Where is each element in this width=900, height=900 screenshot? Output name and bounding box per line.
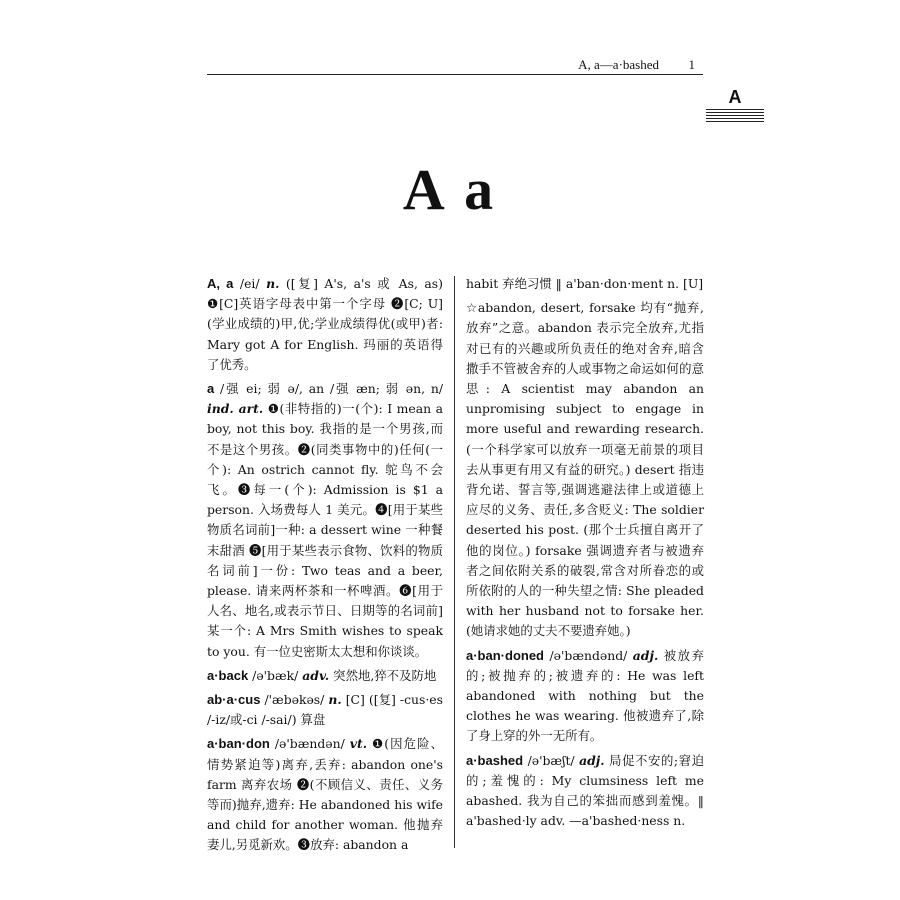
header-guide-words: A, a—a·bashed bbox=[578, 57, 659, 72]
headword: a·ban·doned bbox=[466, 647, 544, 663]
pronunciation: /强 ei; 弱 ə/, an /强 æn; 弱 ən, n/ bbox=[214, 381, 443, 397]
definition: [C] ([复] -cus·es /-iz/或-ci /-sai/) 算盘 bbox=[207, 692, 443, 728]
headword: a bbox=[207, 381, 215, 397]
pronunciation: /ə'bændən/ bbox=[269, 736, 350, 752]
right-column bbox=[466, 274, 704, 835]
dictionary-entry bbox=[466, 646, 704, 747]
dictionary-entry bbox=[207, 379, 443, 662]
thumb-tab-lines bbox=[706, 109, 764, 122]
part-of-speech: n. bbox=[266, 276, 280, 291]
synonym-note: ☆abandon, desert, forsake 均有“抛弃,放弃”之意。abandon 表示完全放弃,尤指对已有的兴趣或所负责任的绝对舍弃,暗含撒手不管被舍弃的人或事物之命运如何的意思: A scientist may abandon an unpromising subject to engage in more useful and rewarding research. (一个科学家可以放弃一项毫无前景的项目去从事更有用又有益的研究。) desert 指违背允诺、誓言等,强调逃避法律上或道德上应尽的义务、责任,多含贬义: The soldier deserted his post. (那个士兵擅自离开了他的岗位。) forsake 强调遗弃者与被遗弃者之间依附关系的破裂,常含对所眷恋的或所依附的人的一种失望之情: She pleaded with her husband not to forsake her. (她请求她的丈夫不要遗弃她。) bbox=[466, 300, 704, 639]
pronunciation: /'æbəkəs/ bbox=[260, 692, 329, 708]
part-of-speech: adj. bbox=[579, 752, 605, 768]
section-letter-title: A a bbox=[402, 157, 498, 222]
pronunciation: /ə'bændənd/ bbox=[544, 647, 633, 663]
definition: 突然地,猝不及防地 bbox=[329, 667, 437, 683]
thumb-tab-letter: A bbox=[728, 87, 742, 107]
headword: a·back bbox=[207, 667, 249, 683]
dictionary-entry bbox=[207, 734, 443, 855]
headword: a·bashed bbox=[466, 752, 524, 768]
part-of-speech: n. bbox=[328, 692, 342, 708]
headword: A, a bbox=[207, 276, 234, 291]
column-divider bbox=[454, 276, 455, 848]
left-column bbox=[207, 274, 443, 860]
part-of-speech: ind. art. bbox=[207, 401, 264, 417]
pronunciation: /ə'bæʃt/ bbox=[523, 752, 580, 768]
part-of-speech: adj. bbox=[632, 647, 659, 663]
running-header bbox=[207, 54, 703, 75]
dictionary-entry bbox=[466, 751, 704, 832]
dictionary-entry bbox=[207, 690, 443, 730]
page-number: 1 bbox=[688, 57, 695, 72]
definition: 局促不安的;窘迫的;羞愧的: My clumsiness left me abashed. 我为自己的笨拙而感到羞愧。‖ a'bashed·ly adv. —a'bashed·ness n. bbox=[466, 752, 704, 829]
pronunciation: /ei/ bbox=[233, 276, 267, 291]
pronunciation: /ə'bæk/ bbox=[248, 667, 303, 683]
definition: ❶(非特指的)一(个): I mean a boy, not this boy. 我指的是一个男孩,而不是这个男孩。❷(同类事物中的)任何(一个): An ostrich cannot fly. 鸵鸟不会飞。❸每一(个): Admission is $1 a person. 入场费每人 1 美元。❹[用于某些物质名词前]一种: a dessert wine 一种餐末甜酒 ❺[用于某些表示食物、饮料的物质名词前]一份: Two teas and a beer, please. 请来两杯茶和一杯啤酒。❻[用于人名、地名,或表示节日、日期等的名词前]某一个: A Mrs Smith wishes to speak to you. 有一位史密斯太太想和你谈谈。 bbox=[207, 401, 443, 659]
definition: 被放弃的;被抛弃的;被遗弃的: He was left abandoned with nothing but the clothes he was wearing. 他被遗弃了,除了身上穿的外一无所有。 bbox=[466, 647, 704, 744]
headword: a·ban·don bbox=[207, 736, 270, 752]
part-of-speech: vt. bbox=[349, 736, 368, 752]
dictionary-entry bbox=[207, 274, 443, 375]
dictionary-entry bbox=[207, 666, 443, 686]
entry-continuation: habit 弃绝习惯 ‖ a'ban·don·ment n. [U] bbox=[466, 276, 704, 291]
headword: ab·a·cus bbox=[207, 692, 261, 708]
definition: ❶(因危险、情势紧迫等)离弃,丢弃: abandon one's farm 离弃农场 ❷(不顾信义、责任、义务等而)抛弃,遗弃: He abandoned his wife and child for another woman. 他抛弃妻儿,另觅新欢。❸放弃: abandon a bbox=[207, 736, 443, 853]
definition: ([复] A's, a's 或 As, as) ❶[C]英语字母表中第一个字母 ❷[C; U](学业成绩的)甲,优;学业成绩得优(或甲)者: Mary got A for English. 玛丽的英语得了优秀。 bbox=[207, 276, 443, 372]
letter-thumb-tab bbox=[706, 88, 764, 124]
part-of-speech: adv. bbox=[302, 667, 330, 683]
